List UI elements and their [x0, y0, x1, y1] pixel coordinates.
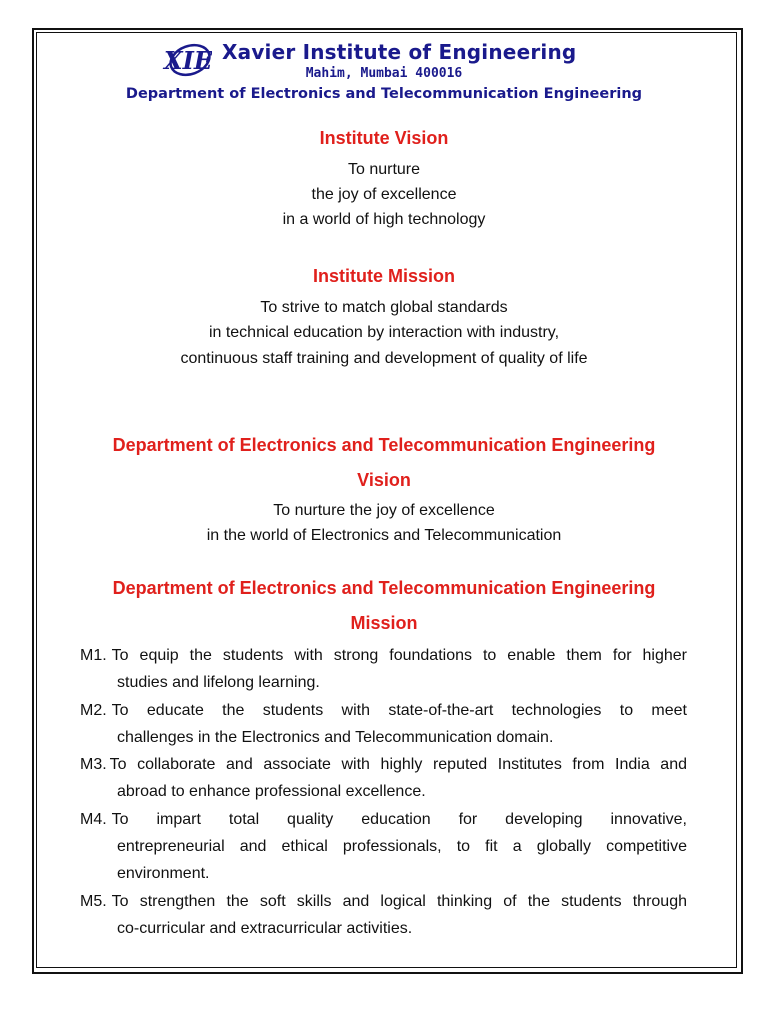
mission-label: M1. — [80, 647, 107, 664]
department-name: Department of Electronics and Telecommunication Engineering — [125, 86, 643, 102]
mission-label: M3. — [80, 756, 107, 773]
dept-mission-heading: Department of Electronics and Telecommunication Engineering — [112, 578, 656, 598]
mission-label: M4. — [80, 811, 107, 828]
mission-text: To equip the students with strong foundations to enable them for higher — [111, 647, 687, 664]
mission-label: M5. — [80, 893, 107, 910]
svg-text:XIE: XIE — [164, 46, 212, 75]
institute-name: Xavier Institute of Engineering — [222, 40, 577, 64]
mission-text: To strengthen the soft skills and logical thinking of the students through — [111, 893, 687, 910]
institute-vision-line: To nurture — [347, 161, 421, 178]
institute-mission-line: To strive to match global standards — [260, 299, 508, 316]
mission-text: abroad to enhance professional excellence. — [117, 783, 426, 800]
dept-vision-heading: Department of Electronics and Telecommunication Engineering — [112, 435, 656, 455]
mission-text: To collaborate and associate with highly reputed Institutes from India and — [109, 756, 687, 773]
dept-vision-line: To nurture the joy of excellence — [273, 502, 495, 519]
dept-mission-subheading: Mission — [350, 613, 418, 633]
institute-vision-line: in a world of high technology — [282, 211, 486, 228]
mission-text: entrepreneurial and ethical professionals, to fit a globally competitive — [117, 838, 687, 855]
institute-vision-line: the joy of excellence — [311, 186, 457, 203]
institute-mission-line: continuous staff training and development of quality of life — [180, 350, 588, 367]
mission-text: challenges in the Electronics and Telecommunication domain. — [117, 729, 554, 746]
mission-text: To impart total quality education for developing innovative, — [111, 811, 687, 828]
dept-vision-line: in the world of Electronics and Telecommunication — [206, 527, 562, 544]
institute-mission-line: in technical education by interaction with industry, — [208, 324, 560, 341]
mission-text: To educate the students with state-of-the-art technologies to meet — [111, 702, 687, 719]
mission-text: co-curricular and extracurricular activities. — [117, 920, 413, 937]
mission-item-m2 — [80, 697, 687, 751]
mission-label: M2. — [80, 702, 107, 719]
mission-item-m3 — [80, 751, 687, 805]
institute-address: Mahim, Mumbai 400016 — [305, 66, 463, 81]
mission-item-m1 — [80, 642, 687, 696]
mission-text: environment. — [117, 865, 210, 882]
mission-text: studies and lifelong learning. — [117, 674, 320, 691]
mission-item-m5 — [80, 888, 687, 942]
institute-vision-heading: Institute Vision — [319, 128, 449, 148]
institute-mission-heading: Institute Mission — [312, 266, 455, 286]
mission-item-m4 — [80, 806, 687, 887]
dept-vision-subheading: Vision — [357, 470, 411, 490]
